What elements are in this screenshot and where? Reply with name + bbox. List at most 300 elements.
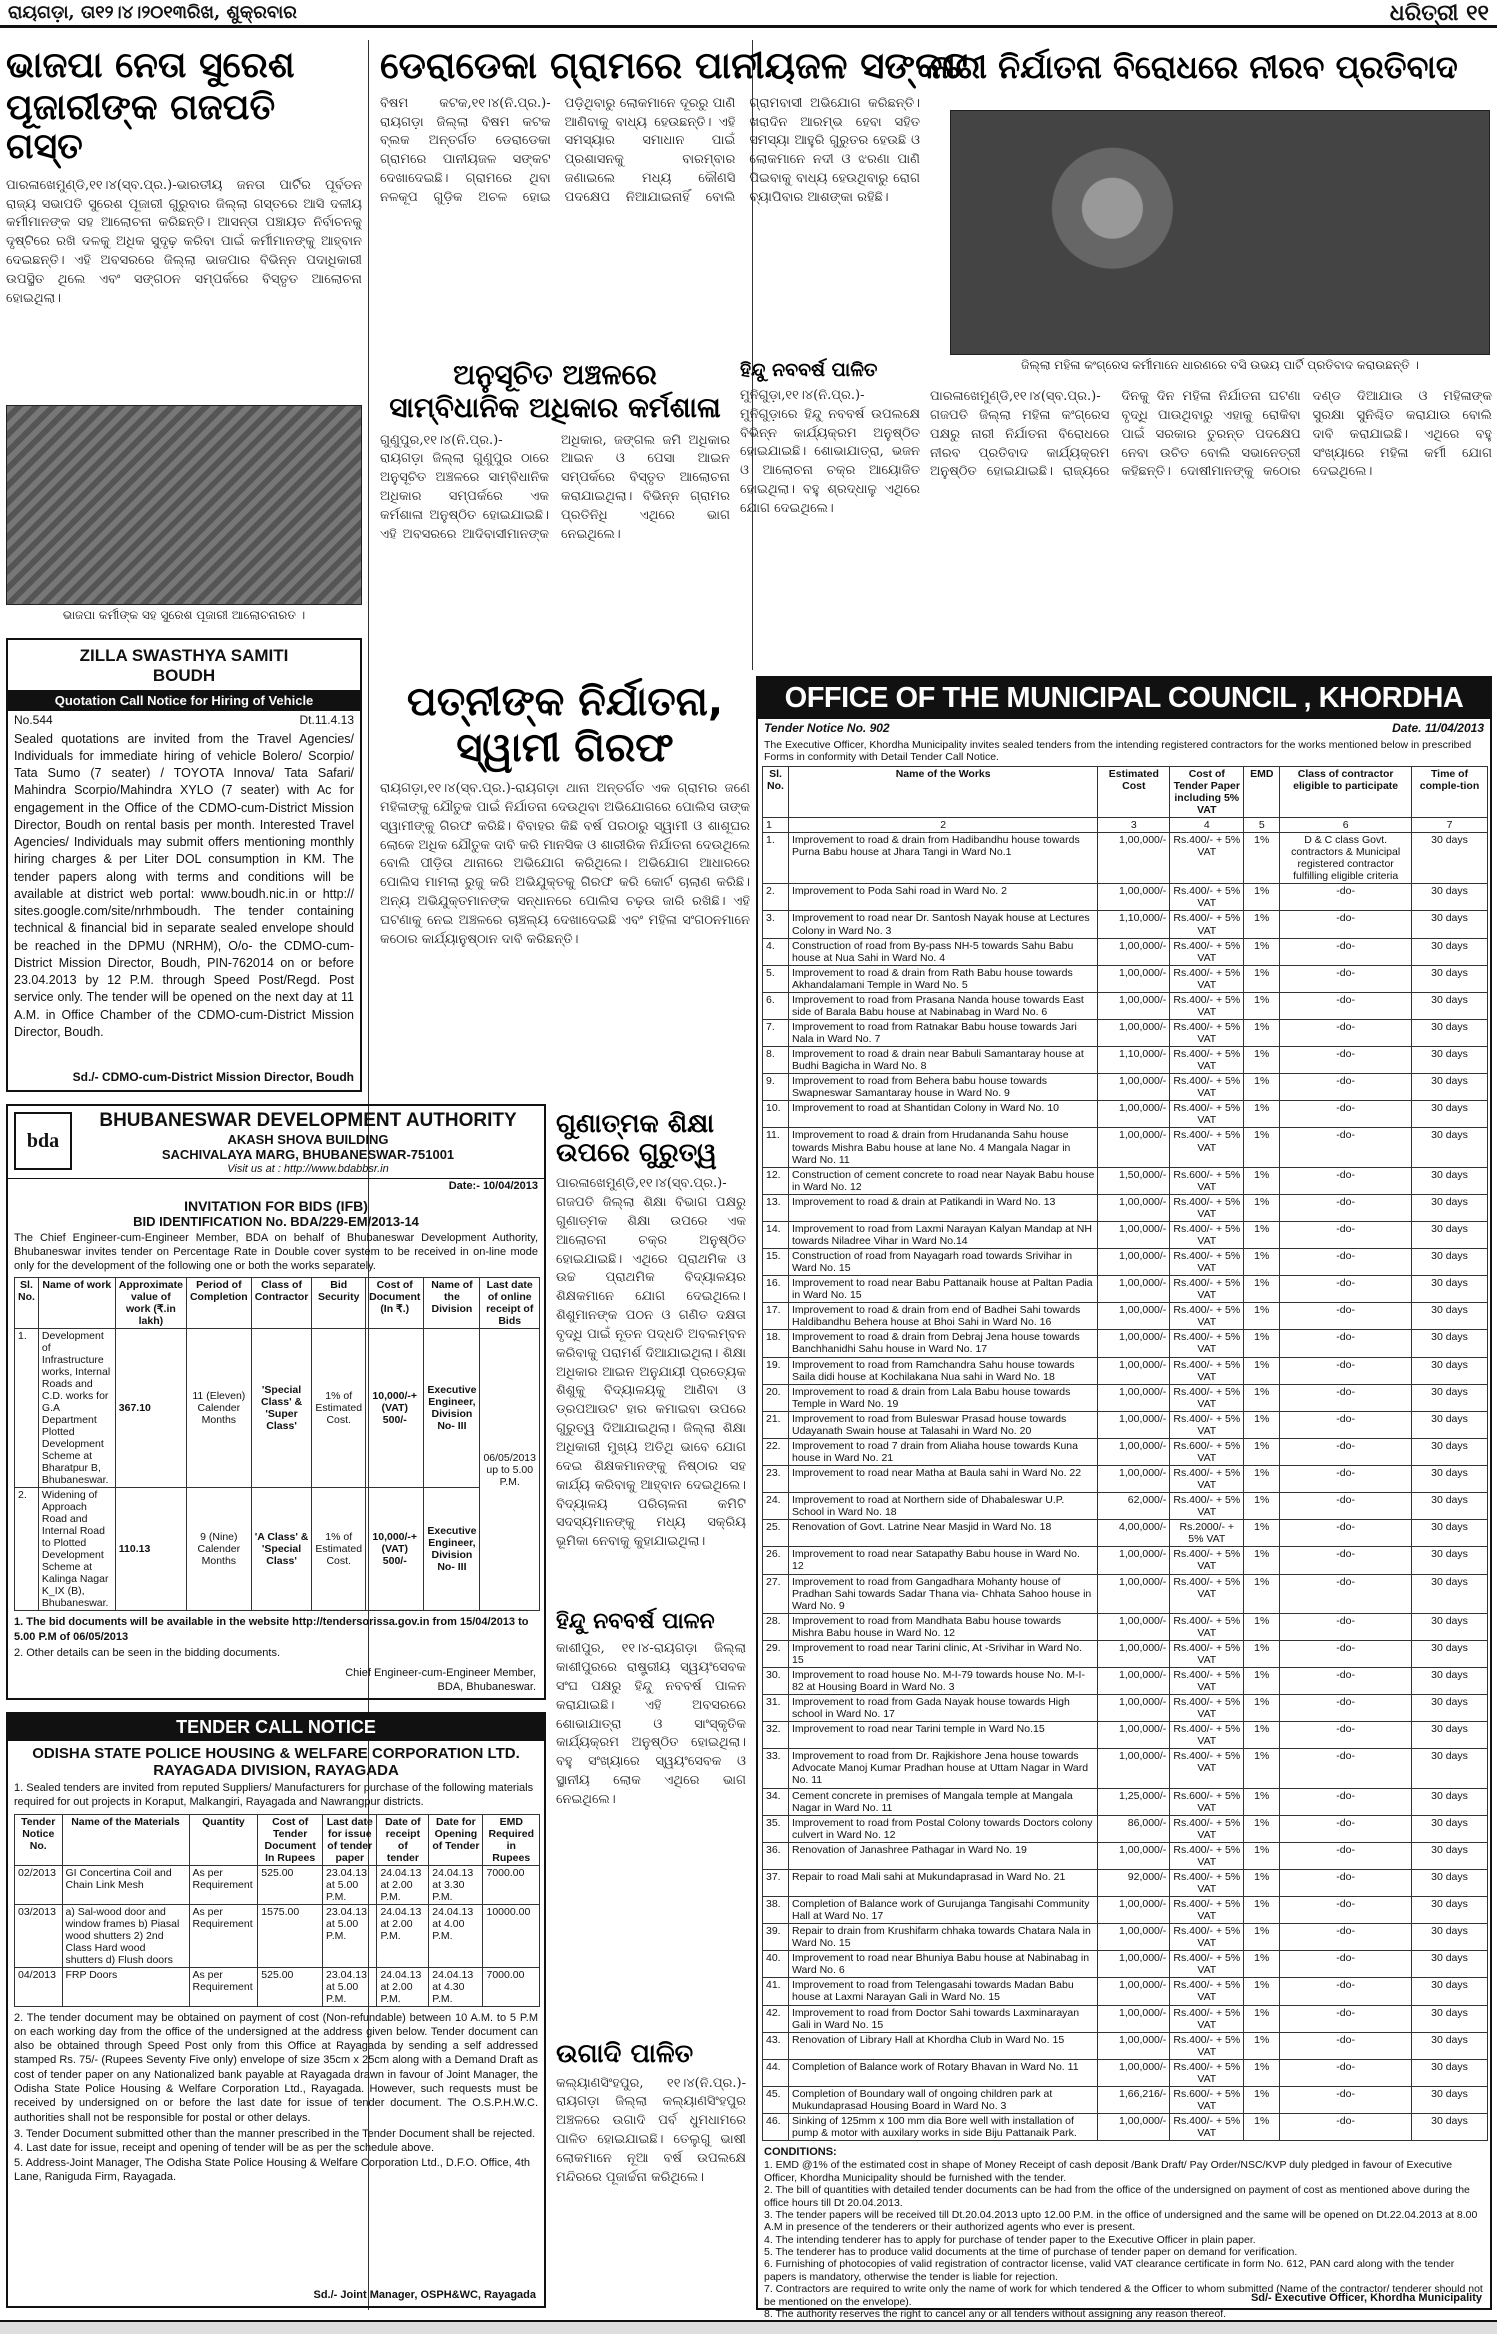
bda-note-1: 1. The bid documents will be available in the website http://tendersorissa.gov.in from 15/04/2013 to 5.00 P.M of 06/05/2013 <box>14 1616 529 1643</box>
cell: Repair to drain from Krushifarm chhaka towards Chatara Nala in Ward No. 15 <box>788 1924 1097 1951</box>
col-opening: Date for Opening of Tender <box>429 1814 483 1865</box>
cell: 7000.00 <box>483 1967 540 2006</box>
cell: 1% <box>1244 1520 1280 1547</box>
cell: Rs.400/- + 5% VAT <box>1170 1924 1244 1951</box>
cell: -do- <box>1280 1411 1412 1438</box>
cell: -do- <box>1280 1303 1412 1330</box>
cell: 30 days <box>1412 1493 1488 1520</box>
cell: 1% <box>1244 1384 1280 1411</box>
cell: Improvement to road from Gangadhara Mohanty house of Pradhan Sahi towards Sadar Thana via- Chhata Sahoo house in Ward No. 9 <box>788 1574 1097 1613</box>
cell: 1% <box>1244 1897 1280 1924</box>
table-row <box>763 1520 1488 1547</box>
cell: 1,00,000/- <box>1098 1101 1170 1128</box>
cell: 24.04.13 at 2.00 P.M. <box>377 1967 429 2006</box>
table-colnums <box>763 818 1488 833</box>
cell: 92,000/- <box>1098 1869 1170 1896</box>
col-cost: Cost of Document (In ₹.) <box>366 1278 424 1329</box>
cell: 1% <box>1244 1167 1280 1194</box>
cell: 1,00,000/- <box>1098 833 1170 884</box>
cell: 1,00,000/- <box>1098 1128 1170 1167</box>
tender-note-3: 3. Tender Document submitted other than the manner prescribed in the Tender Document shall be rejected. <box>14 2127 536 2140</box>
table-row <box>15 1967 540 2006</box>
cell: Rs.400/- + 5% VAT <box>1170 1074 1244 1101</box>
table-row <box>763 1194 1488 1221</box>
cell: 1% <box>1244 1221 1280 1248</box>
cell: 30 days <box>1412 1019 1488 1046</box>
table-header <box>763 766 1488 817</box>
table-row <box>763 1276 1488 1303</box>
table-row <box>763 1047 1488 1074</box>
cell: 30 days <box>1412 2086 1488 2113</box>
cell: 1,00,000/- <box>1098 1019 1170 1046</box>
table-row <box>763 1815 1488 1842</box>
col-security: Bid Security <box>312 1278 366 1329</box>
cell: -do- <box>1280 1128 1412 1167</box>
cell: 30 days <box>1412 1221 1488 1248</box>
cell: Rs.400/- + 5% VAT <box>1170 1249 1244 1276</box>
cell: Rs.400/- + 5% VAT <box>1170 1493 1244 1520</box>
cell: Improvement to road near Tarini clinic, At -Srivihar in Ward No. 15 <box>788 1640 1097 1667</box>
cell: Rs.400/- + 5% VAT <box>1170 1101 1244 1128</box>
conditions-title: CONDITIONS: <box>764 2146 837 2159</box>
col-sl: Sl. No. <box>15 1278 39 1329</box>
table-header <box>15 1278 540 1329</box>
cell: Rs.400/- + 5% VAT <box>1170 1667 1244 1694</box>
cell: 23.04.13 at 5.00 P.M. <box>323 1865 377 1904</box>
cell: 1,00,000/- <box>1098 1695 1170 1722</box>
cell: 43. <box>763 2032 789 2059</box>
story-new-year-2 <box>556 1610 746 2010</box>
cell: -do- <box>1280 1384 1412 1411</box>
cell: 1% <box>1244 2086 1280 2113</box>
headline: ଉଗାଦି ପାଳିତ <box>556 2039 694 2069</box>
cell: Improvement to road at Northern side of Dhabaleswar U.P. School in Ward No. 18 <box>788 1493 1097 1520</box>
table-row <box>763 2114 1488 2141</box>
cell: Improvement to road & drain from Hadibandhu house towards Purna Babu house at Jhara Tangi in Ward No.1 <box>788 833 1097 884</box>
cell: 'Special Class' & 'Super Class' <box>251 1329 312 1488</box>
cell: Improvement to road near Satapathy Babu house in Ward No. 12 <box>788 1547 1097 1574</box>
table-row <box>763 1869 1488 1896</box>
cell: Rs.400/- + 5% VAT <box>1170 1330 1244 1357</box>
cell: 1% <box>1244 1667 1280 1694</box>
headline: ଭାଜପା ନେତା ସୁରେଶ <box>6 45 295 86</box>
table-row <box>763 1330 1488 1357</box>
cell: 2. <box>763 884 789 911</box>
cell: -do- <box>1280 2114 1412 2141</box>
cell: -do- <box>1280 992 1412 1019</box>
cell: 4. <box>763 938 789 965</box>
colnum: 6 <box>1280 818 1412 833</box>
table-row <box>763 1897 1488 1924</box>
cell: Improvement to road near Babu Pattanaik house at Paltan Padia in Ward No. 15 <box>788 1276 1097 1303</box>
cell: -do- <box>1280 1019 1412 1046</box>
cell: 14. <box>763 1221 789 1248</box>
article-body: ପାରଳାଖେମୁଣ୍ଡି,୧୧।୪(ସ୍ବ.ପ୍ର.)-ଭାରତୀୟ ଜନତା ପାର୍ଟିର ପୂର୍ବତନ ରାଜ୍ୟ ସଭାପତି ସୁରେଶ ପୂଜାରୀ ଗୁରୁବାର ଜିଲ୍ଲା ଗସ୍ତରେ ଆସି ଦଳୀୟ କର୍ମୀମାନଙ୍କ ସହ ଆଲୋଚନା କରିଛନ୍ତି। ଆସନ୍ତା ପଞ୍ଚାୟତ ନିର୍ବାଚନକୁ ଦୃଷ୍ଟିରେ ରଖି ଦଳକୁ ଅଧିକ ସୁଦୃଢ଼ କରିବା ପାଇଁ କର୍ମୀମାନଙ୍କୁ ଆହ୍ବାନ ଦେଇଛନ୍ତି। ଏହି ଅବସରରେ ଜିଲ୍ଲା ଭାଜପାର ବିଭିନ୍ନ ପଦାଧିକାରୀ ଉପସ୍ଥିତ ଥିଲେ ଏବଂ ସଙ୍ଗଠନ ସମ୍ପର୍କରେ ବିସ୍ତୃତ ଆଲୋଚନା ହୋଇଥିଲା। <box>6 177 362 306</box>
cell: 39. <box>763 1924 789 1951</box>
table-row <box>763 1128 1488 1167</box>
notice-title: ZILLA SWASTHYA SAMITI <box>79 646 289 665</box>
cell: 1% <box>1244 911 1280 938</box>
cell: Rs.400/- + 5% VAT <box>1170 965 1244 992</box>
cell: Renovation of Janashree Pathagar in Ward No. 19 <box>788 1842 1097 1869</box>
cell: 1% <box>1244 2032 1280 2059</box>
cell: Rs.400/- + 5% VAT <box>1170 1384 1244 1411</box>
cell: 1% <box>1244 1924 1280 1951</box>
cell: 19. <box>763 1357 789 1384</box>
cell: Improvement to road & drain from Rath Babu house towards Akhandalamani Temple in Ward No. 5 <box>788 965 1097 992</box>
cell: 1,00,000/- <box>1098 2059 1170 2086</box>
col-period: Period of Completion <box>186 1278 251 1329</box>
col-class: Class of Contractor <box>251 1278 312 1329</box>
cell: 30 days <box>1412 1815 1488 1842</box>
cell: -do- <box>1280 1815 1412 1842</box>
cell: 'A Class' & 'Special Class' <box>251 1488 312 1611</box>
cell: 03/2013 <box>15 1904 63 1967</box>
municipal-intro: The Executive Officer, Khordha Municipality invites sealed tenders from the intending registered contractors for the works mentioned below in prescribed Forms in conformity with Detail Tender Call Notice. <box>764 738 1472 764</box>
cell: 1% <box>1244 1613 1280 1640</box>
table-row <box>763 1667 1488 1694</box>
cell: 1% <box>1244 1640 1280 1667</box>
condition-item: 7. Contractors are required to write only the name of work for which tendered & the Officer to whom submitted (Name of the contractor/ tenderer should not be mentioned on the envelope). <box>764 2283 1483 2308</box>
cell: 30 days <box>1412 1438 1488 1465</box>
cell: 1% <box>1244 1074 1280 1101</box>
cell: Improvement to road from Gada Nayak house towards High school in Ward No. 17 <box>788 1695 1097 1722</box>
article-body: ମୁନିଗୁଡ଼ା,୧୧।୪(ନି.ପ୍ର.)- ମୁନିଗୁଡ଼ାରେ ହିନ୍ଦୁ ନବବର୍ଷ ଉପଲକ୍ଷେ ବିଭିନ୍ନ କାର୍ଯ୍ୟକ୍ରମ ଅନୁଷ୍ଠିତ ହୋଇଯାଇଛି। ଶୋଭାଯାତ୍ରା, ଭଜନ ଓ ଆଲୋଚନା ଚକ୍ର ଆୟୋଜିତ ହୋଇଥିଲା। ବହୁ ଶ୍ରଦ୍ଧାଳୁ ଏଥିରେ ଯୋଗ ଦେଇଥିଲେ। <box>740 387 920 516</box>
cell: 04/2013 <box>15 1967 63 2006</box>
cell: 30 days <box>1412 1047 1488 1074</box>
cell: 30 days <box>1412 911 1488 938</box>
cell: 40. <box>763 1951 789 1978</box>
cell: 30 days <box>1412 1074 1488 1101</box>
table-row <box>763 992 1488 1019</box>
cell: 1% <box>1244 2005 1280 2032</box>
cell: Rs.400/- + 5% VAT <box>1170 833 1244 884</box>
notice-number: No.544 <box>14 713 53 727</box>
cell: 1,00,000/- <box>1098 1574 1170 1613</box>
col-work: Name of work <box>38 1278 115 1329</box>
bda-ifb: INVITATION FOR BIDS (IFB) <box>184 1197 368 1214</box>
cell: 37. <box>763 1869 789 1896</box>
cell: Improvement to road from Ramchandra Sahu house towards Saila didi house at Kochilakana Nua sahi in Ward No. 18 <box>788 1357 1097 1384</box>
cell: -do- <box>1280 1194 1412 1221</box>
cell: 32. <box>763 1722 789 1749</box>
cell: Improvement to road near Bhuniya Babu house at Nabinabag in Ward No. 6 <box>788 1951 1097 1978</box>
bda-table <box>14 1277 540 1611</box>
cell: Rs.400/- + 5% VAT <box>1170 2032 1244 2059</box>
cell: 15. <box>763 1249 789 1276</box>
article-body: କାଶୀପୁର, ୧୧।୪-ରାୟଗଡ଼ା ଜିଲ୍ଲା କାଶୀପୁରରେ ରାଷ୍ଟ୍ରୀୟ ସ୍ୱୟଂସେବକ ସଂଘ ପକ୍ଷରୁ ହିନ୍ଦୁ ନବବର୍ଷ ପାଳନ କରାଯାଇଛି। ଏହି ଅବସରରେ ଶୋଭାଯାତ୍ରା ଓ ସାଂସ୍କୃତିକ କାର୍ଯ୍ୟକ୍ରମ ଅନୁଷ୍ଠିତ ହୋଇଥିଲା। ବହୁ ସଂଖ୍ୟାରେ ସ୍ୱୟଂସେବକ ଓ ସ୍ଥାନୀୟ ଲୋକ ଏଥିରେ ଭାଗ ନେଇଥିଲେ। <box>556 1641 746 1807</box>
cell: 22. <box>763 1438 789 1465</box>
cell: 30 days <box>1412 1613 1488 1640</box>
cell: 1% <box>1244 1574 1280 1613</box>
col-emd: EMD Required in Rupees <box>483 1814 540 1865</box>
cell: Construction of road from Nayagarh road towards Srivihar in Ward No. 15 <box>788 1249 1097 1276</box>
colnum: 1 <box>763 818 789 833</box>
cell: 1,00,000/- <box>1098 1384 1170 1411</box>
cell: -do- <box>1280 1574 1412 1613</box>
notice-date: Dt.11.4.13 <box>299 713 354 727</box>
headline: ପତ୍ନୀଙ୍କ ନିର୍ଯାତନା, <box>406 679 724 725</box>
cell: a) Sal-wood door and window frames b) Piasal wood shutters 2) 2nd Class Hard wood shutters d) Flush doors <box>62 1904 189 1967</box>
table-row <box>763 2032 1488 2059</box>
cell: 30 days <box>1412 2005 1488 2032</box>
table-row <box>763 1574 1488 1613</box>
headline-line2: ପୂଜାରୀଙ୍କ ଗଜପତି ଗସ୍ତ <box>6 86 276 168</box>
article-body: ପାରଳାଖେମୁଣ୍ଡି,୧୧।୪(ସ୍ବ.ପ୍ର.)- ଗଜପତି ଜିଲ୍ଲା ମହିଳା କଂଗ୍ରେସ ପକ୍ଷରୁ ନାରୀ ନିର୍ଯାତନା ବିରୋଧରେ ନୀରବ ପ୍ରତିବାଦ କାର୍ଯ୍ୟକ୍ରମ ଅନୁଷ୍ଠିତ ହୋଇଯାଇଛି। ରାଜ୍ୟରେ ଦିନକୁ ଦିନ ମହିଳା ନିର୍ଯାତନା ଘଟଣା ବୃଦ୍ଧି ପାଉଥିବାରୁ ଏହାକୁ ରୋକିବା ପାଇଁ ସରକାର ତୁରନ୍ତ ପଦକ୍ଷେପ ନେବା ଉଚିତ ବୋଲି ସଭାନେତ୍ରୀ କହିଛନ୍ତି। ଦୋଷୀମାନଙ୍କୁ କଠୋର ଦଣ୍ଡ ଦିଆଯାଉ ଓ ମହିଳାଙ୍କ ସୁରକ୍ଷା ସୁନିଶ୍ଚିତ କରାଯାଉ ବୋଲି ଦାବି କରାଯାଇଛି। ଏଥିରେ ବହୁ ସଂଖ୍ୟାରେ ମହିଳା କର୍ମୀ ଯୋଗ ଦେଇଥିଲେ। <box>930 389 1492 480</box>
headline: ନାରୀ ନିର୍ଯାତନା ବିରୋଧରେ ନୀରବ ପ୍ରତିବାଦ <box>930 48 1458 86</box>
cell: 11. <box>763 1128 789 1167</box>
headline: ଅନୁସୂଚିତ ଅଞ୍ଚଳରେ <box>453 358 657 391</box>
condition-item: 4. The intending tenderer has to apply for purchase of tender paper to the Executive Officer in plain paper. <box>764 2233 1256 2246</box>
cell: 1% <box>1244 1194 1280 1221</box>
cell: 1% <box>1244 1869 1280 1896</box>
table-row <box>763 884 1488 911</box>
cell: 30 days <box>1412 1128 1488 1167</box>
tender-org-2: RAYAGADA DIVISION, RAYAGADA <box>153 1762 399 1779</box>
cell: Rs.400/- + 5% VAT <box>1170 1411 1244 1438</box>
cell: 30 days <box>1412 938 1488 965</box>
cell: 9 (Nine) Calender Months <box>186 1488 251 1611</box>
table-row <box>763 965 1488 992</box>
cell: 1% <box>1244 884 1280 911</box>
table-row <box>763 2086 1488 2113</box>
headline-line2: ଉପରେ ଗୁରୁତ୍ୱ <box>556 1137 717 1168</box>
cell: 30 days <box>1412 1722 1488 1749</box>
tender-org-1: ODISHA STATE POLICE HOUSING & WELFARE CORPORATION LTD. <box>32 1745 520 1762</box>
bda-title: BHUBANESWAR DEVELOPMENT AUTHORITY <box>99 1110 517 1131</box>
condition-item: 3. The tender papers will be received till Dt.20.04.2013 upto 12.00 P.M. in the office of undersigned and the same will be opened on Dt.22.04.2013 at 8.00 A.M in presence of the tenderers or their authorized agents who ever is present. <box>764 2208 1478 2234</box>
cell: 86,000/- <box>1098 1815 1170 1842</box>
cell: Rs.400/- + 5% VAT <box>1170 1547 1244 1574</box>
cell: 30 days <box>1412 1276 1488 1303</box>
cell: 30 days <box>1412 1788 1488 1815</box>
bda-address-1: AKASH SHOVA BUILDING <box>227 1132 389 1147</box>
cell: Rs.400/- + 5% VAT <box>1170 1842 1244 1869</box>
colnum: 4 <box>1170 818 1244 833</box>
cell: 30 days <box>1412 2114 1488 2141</box>
table-row <box>763 1438 1488 1465</box>
table-row <box>763 1547 1488 1574</box>
cell: 30 days <box>1412 965 1488 992</box>
cell: 1,00,000/- <box>1098 1842 1170 1869</box>
table-row <box>763 1303 1488 1330</box>
cell: 30 days <box>1412 833 1488 884</box>
cell: 30 days <box>1412 1520 1488 1547</box>
cell: 24.04.13 at 4.00 P.M. <box>429 1904 483 1967</box>
cell: Improvement to road & drain from end of Badhei Sahi towards Haldibandhu Behera house at Bhoi Sahi in Ward No. 16 <box>788 1303 1097 1330</box>
tender-table <box>14 1814 540 2007</box>
cell: Rs.400/- + 5% VAT <box>1170 1221 1244 1248</box>
cell: 30 days <box>1412 1466 1488 1493</box>
article-body: ପାରଳାଖେମୁଣ୍ଡି,୧୧।୪(ସ୍ବ.ପ୍ର.)- ଗଜପତି ଜିଲ୍ଲା ଶିକ୍ଷା ବିଭାଗ ପକ୍ଷରୁ ଗୁଣାତ୍ମକ ଶିକ୍ଷା ଉପରେ ଏକ ଆଲୋଚନା ଚକ୍ର ଅନୁଷ୍ଠିତ ହୋଇଯାଇଛି। ଏଥିରେ ପ୍ରାଥମିକ ଓ ଉଚ୍ଚ ପ୍ରାଥମିକ ବିଦ୍ୟାଳୟର ଶିକ୍ଷକମାନେ ଯୋଗ ଦେଇଥିଲେ। ଶିଶୁମାନଙ୍କ ପଠନ ଓ ଗଣିତ ଦକ୍ଷତା ବୃଦ୍ଧି ପାଇଁ ନୂତନ ପଦ୍ଧତି ଅବଲମ୍ବନ କରିବାକୁ ପରାମର୍ଶ ଦିଆଯାଇଥିଲା। ଶିକ୍ଷା ଅଧିକାର ଆଇନ ଅନୁଯାୟୀ ପ୍ରତ୍ୟେକ ଶିଶୁକୁ ବିଦ୍ୟାଳୟକୁ ଆଣିବା ଓ ଡ୍ରପଆଉଟ ହାର କମାଇବା ଉପରେ ଗୁରୁତ୍ୱ ଦିଆଯାଇଥିଲା। ଜିଲ୍ଲା ଶିକ୍ଷା ଅଧିକାରୀ ମୁଖ୍ୟ ଅତିଥି ଭାବେ ଯୋଗ ଦେଇ ଶିକ୍ଷକମାନଙ୍କୁ ନିଷ୍ଠାର ସହ କାର୍ଯ୍ୟ କରିବାକୁ ଆହ୍ବାନ ଦେଇଥିଲେ। ବିଦ୍ୟାଳୟ ପରିଚାଳନା କମିଟି ସଦସ୍ୟମାନଙ୍କୁ ମଧ୍ୟ ସକ୍ରିୟ ଭୂମିକା ନେବାକୁ କୁହାଯାଇଥିଲା। <box>556 1176 746 1550</box>
cell: 7. <box>763 1019 789 1046</box>
cell: 1% <box>1244 1788 1280 1815</box>
cell: Improvement to road & drain near Babuli Samantaray house at Budhi Bagicha in Ward No. 8 <box>788 1047 1097 1074</box>
cell: 1,00,000/- <box>1098 1194 1170 1221</box>
cell: 30 days <box>1412 1101 1488 1128</box>
cell: 1,10,000/- <box>1098 1047 1170 1074</box>
table-row <box>763 1951 1488 1978</box>
col-last-date: Last date of online receipt of Bids <box>480 1278 540 1329</box>
table-row <box>763 1101 1488 1128</box>
zilla-notice <box>6 638 362 1092</box>
story-workshop <box>380 360 730 632</box>
cell: 1,00,000/- <box>1098 1411 1170 1438</box>
cell: Improvement to Poda Sahi road in Ward No. 2 <box>788 884 1097 911</box>
cell: 30 days <box>1412 1897 1488 1924</box>
photo-meeting <box>6 405 362 605</box>
table-row <box>763 1466 1488 1493</box>
story-ugadi <box>556 2040 746 2295</box>
cell: 1% <box>1244 833 1280 884</box>
cell: 30 days <box>1412 1330 1488 1357</box>
colnum: 3 <box>1098 818 1170 833</box>
cell: 31. <box>763 1695 789 1722</box>
headline: ଡେରାଡେକା ଗ୍ରାମରେ ପାନୀୟଜଳ ସଙ୍କଟ <box>380 44 969 87</box>
municipal-table <box>762 766 1488 2141</box>
cell: 1,00,000/- <box>1098 992 1170 1019</box>
photo-protest <box>950 110 1490 355</box>
colnum: 5 <box>1244 818 1280 833</box>
cell: 1,00,000/- <box>1098 1951 1170 1978</box>
table-row <box>763 2005 1488 2032</box>
cell: 1% of Estimated Cost. <box>312 1488 366 1611</box>
cell: 1% <box>1244 1842 1280 1869</box>
colnum: 2 <box>788 818 1097 833</box>
bda-sign-2: BDA, Bhubaneswar. <box>437 1680 536 1693</box>
cell: Rs.600/- + 5% VAT <box>1170 1788 1244 1815</box>
cell: 1,00,000/- <box>1098 1074 1170 1101</box>
cell: 1,00,000/- <box>1098 2114 1170 2141</box>
cell: 20. <box>763 1384 789 1411</box>
headline: ହିନ୍ଦୁ ନବବର୍ଷ ପାଳିତ <box>740 359 878 381</box>
cell: -do- <box>1280 965 1412 992</box>
story-bjp-leader <box>6 46 362 407</box>
cell: Rs.400/- + 5% VAT <box>1170 1722 1244 1749</box>
tender-note-4: 4. Last date for issue, receipt and opening of tender will be as per the schedule above. <box>14 2142 435 2155</box>
cell: GI Concertina Coil and Chain Link Mesh <box>62 1865 189 1904</box>
cell: 1,00,000/- <box>1098 1466 1170 1493</box>
cell: Improvement to road from Telengasahi towards Madan Babu house at Laxmi Narayan Gali in Ward No. 15 <box>788 1978 1097 2005</box>
colnum: 7 <box>1412 818 1488 833</box>
photo-caption: ଭାଜପା କର୍ମୀଙ୍କ ସହ ସୁରେଶ ପୂଜାରୀ ଆଲୋଚନାରତ । <box>62 608 306 622</box>
cell: Rs.400/- + 5% VAT <box>1170 2114 1244 2141</box>
cell: 02/2013 <box>15 1865 63 1904</box>
cell: 41. <box>763 1978 789 2005</box>
cell: -do- <box>1280 1101 1412 1128</box>
osphwc-notice <box>6 1712 546 2308</box>
cell: Completion of Boundary wall of ongoing children park at Mukundaprasad Housing Board in Ward No. 3 <box>788 2086 1097 2113</box>
cell: 30 days <box>1412 884 1488 911</box>
cell: -do- <box>1280 938 1412 965</box>
cell: Completion of Balance work of Gurujanga Tangisahi Community Hall at Ward No. 17 <box>788 1897 1097 1924</box>
col-notice-no: Tender Notice No. <box>15 1814 63 1865</box>
cell: 1% of Estimated Cost. <box>312 1329 366 1488</box>
cell: -do- <box>1280 2005 1412 2032</box>
cell: 1% <box>1244 992 1280 1019</box>
cell: Rs.400/- + 5% VAT <box>1170 1749 1244 1788</box>
cell: 30 days <box>1412 992 1488 1019</box>
bda-bid-id: BID IDENTIFICATION No. BDA/229-EM/2013-14 <box>133 1213 419 1229</box>
cell: Rs.400/- + 5% VAT <box>1170 2005 1244 2032</box>
cell: 1% <box>1244 1047 1280 1074</box>
bda-sign-1: Chief Engineer-cum-Engineer Member, <box>345 1666 536 1679</box>
cell: Rs.400/- + 5% VAT <box>1170 1466 1244 1493</box>
cell: 28. <box>763 1613 789 1640</box>
cell: 35. <box>763 1815 789 1842</box>
cell: 30. <box>763 1667 789 1694</box>
cell: 1. <box>763 833 789 884</box>
cell: -do- <box>1280 1357 1412 1384</box>
cell: 5. <box>763 965 789 992</box>
cell: Improvement to road & drain from Debraj Jena house towards Banchhanidhi Sahu house in Ward No. 17 <box>788 1330 1097 1357</box>
col-tender-paper: Cost of Tender Paper including 5% VAT <box>1170 766 1244 817</box>
municipal-signature: Sd/- Executive Officer, Khordha Municipality <box>1250 2291 1482 2304</box>
cell: 1% <box>1244 1411 1280 1438</box>
cell: 1,00,000/- <box>1098 1613 1170 1640</box>
cell: Improvement to road 7 drain from Aliaha house towards Kuna house in Ward No. 21 <box>788 1438 1097 1465</box>
table-row <box>763 1019 1488 1046</box>
table-row <box>763 1722 1488 1749</box>
cell: 30 days <box>1412 1249 1488 1276</box>
cell: 30 days <box>1412 1574 1488 1613</box>
cell: Rs.400/- + 5% VAT <box>1170 1128 1244 1167</box>
cell: -do- <box>1280 2059 1412 2086</box>
table-row <box>763 1640 1488 1667</box>
cell: 1,00,000/- <box>1098 938 1170 965</box>
table-row <box>15 1488 540 1611</box>
col-emd: EMD <box>1244 766 1280 817</box>
cell: 62,000/- <box>1098 1493 1170 1520</box>
cell: 10. <box>763 1101 789 1128</box>
cell: 30 days <box>1412 1951 1488 1978</box>
cell: Completion of Balance work of Rotary Bhavan in Ward No. 11 <box>788 2059 1097 2086</box>
cell: Improvement to road near Matha at Baula sahi in Ward No. 22 <box>788 1466 1097 1493</box>
headline: ଗୁଣାତ୍ମକ ଶିକ୍ଷା <box>556 1109 715 1139</box>
story-education <box>556 1110 746 1615</box>
cell-class-first: D & C class Govt. contractors & Municipal registered contractor fulfilling eligible criteria <box>1280 833 1412 884</box>
cell: -do- <box>1280 1869 1412 1896</box>
cell: Improvement to road & drain from Hrudananda Sahu house towards Mishra Babu house at lane No. 4 Mangala Nagar in Ward No. 11 <box>788 1128 1097 1167</box>
cell: -do- <box>1280 2086 1412 2113</box>
table-row <box>763 1924 1488 1951</box>
cell: 44. <box>763 2059 789 2086</box>
cell: 1% <box>1244 1019 1280 1046</box>
cell: -do- <box>1280 1842 1412 1869</box>
cell: 45. <box>763 2086 789 2113</box>
cell: 33. <box>763 1749 789 1788</box>
cell: 1% <box>1244 1276 1280 1303</box>
col-time: Time of comple-tion <box>1412 766 1488 817</box>
col-cost: Estimated Cost <box>1098 766 1170 817</box>
cell: 06/05/2013 up to 5.00 P.M. <box>480 1329 540 1611</box>
cell: 1,00,000/- <box>1098 1897 1170 1924</box>
article-body: ରାୟଗଡ଼ା,୧୧।୪(ସ୍ବ.ପ୍ର.)-ରାୟଗଡ଼ା ଥାନା ଅନ୍ତର୍ଗତ ଏକ ଗ୍ରାମର ଜଣେ ମହିଳାଙ୍କୁ ଯୌତୁକ ପାଇଁ ନିର୍ଯାତନା ଦେଉଥିବା ଅଭିଯୋଗରେ ପୋଲିସ ତାଙ୍କ ସ୍ୱାମୀଙ୍କୁ ଗିରଫ କରିଛି। ବିବାହର କିଛି ବର୍ଷ ପରଠାରୁ ସ୍ୱାମୀ ଓ ଶାଶୂଘର ଲୋକେ ଅଧିକ ଯୌତୁକ ଦାବି କରି ମାନସିକ ଓ ଶାରୀରିକ ନିର୍ଯାତନା ଦେଉଥିଲେ ବୋଲି ପୀଡ଼ିତା ଥାନାରେ ଅଭିଯୋଗ କରିଥିଲେ। ଅଭିଯୋଗ ଆଧାରରେ ପୋଲିସ ମାମଲା ରୁଜୁ କରି ଅଭିଯୁକ୍ତକୁ ଗିରଫ କରି କୋର୍ଟ ଚାଲାଣ କରିଛି। ଅନ୍ୟ ଅଭିଯୁକ୍ତମାନଙ୍କ ସନ୍ଧାନରେ ପୋଲିସ ଚଢ଼ଉ ଜାରି ରଖିଛି। ଏହି ଘଟଣାକୁ ନେଇ ଅଞ୍ଚଳରେ ଚାଞ୍ଚଲ୍ୟ ଦେଖାଦେଇଛି ଏବଂ ମହିଳା ସଂଗଠନମାନେ କଠୋର କାର୍ଯ୍ୟାନୁଷ୍ଠାନ ଦାବି କରିଛନ୍ତି। <box>380 781 750 947</box>
cell: 1% <box>1244 1815 1280 1842</box>
cell: Improvement to road at Shantidan Colony in Ward No. 10 <box>788 1101 1097 1128</box>
cell: As per Requirement <box>189 1904 258 1967</box>
table-row <box>15 1865 540 1904</box>
cell: As per Requirement <box>189 1967 258 2006</box>
cell: -do- <box>1280 1493 1412 1520</box>
table-row <box>763 1411 1488 1438</box>
cell: 30 days <box>1412 1842 1488 1869</box>
article-body: ବିଷମ କଟକ,୧୧।୪(ନି.ପ୍ର.)- ରାୟଗଡ଼ା ଜିଲ୍ଲା ବିଷମ କଟକ ବ୍ଲକ ଅନ୍ତର୍ଗତ ଡେରାଡେକା ଗ୍ରାମରେ ପାନୀୟଜଳ ସଙ୍କଟ ଦେଖାଦେଇଛି। ଗ୍ରାମରେ ଥିବା ନଳକୂପ ଗୁଡ଼ିକ ଅଚଳ ହୋଇ ପଡ଼ିଥିବାରୁ ଲୋକମାନେ ଦୂରରୁ ପାଣି ଆଣିବାକୁ ବାଧ୍ୟ ହେଉଛନ୍ତି। ଏହି ସମସ୍ୟାର ସମାଧାନ ପାଇଁ ପ୍ରଶାସନକୁ ବାରମ୍ବାର ଜଣାଇଲେ ମଧ୍ୟ କୌଣସି ପଦକ୍ଷେପ ନିଆଯାଇନାହିଁ ବୋଲି ଗ୍ରାମବାସୀ ଅଭିଯୋଗ କରିଛନ୍ତି। ଖରାଦିନ ଆରମ୍ଭ ହେବା ସହିତ ସମସ୍ୟା ଆହୁରି ଗୁରୁତର ହେଉଛି ଓ ଲୋକମାନେ ନଦୀ ଓ ଝରଣା ପାଣି ପିଇବାକୁ ବାଧ୍ୟ ହେଉଥିବାରୁ ରୋଗ ବ୍ୟାପିବାର ଆଶଙ୍କା ରହିଛି। <box>380 95 920 205</box>
cell: Rs.400/- + 5% VAT <box>1170 1815 1244 1842</box>
municipal-tender-no: Tender Notice No. 902 <box>764 721 890 735</box>
cell: 1,00,000/- <box>1098 1978 1170 2005</box>
cell: 1% <box>1244 1438 1280 1465</box>
